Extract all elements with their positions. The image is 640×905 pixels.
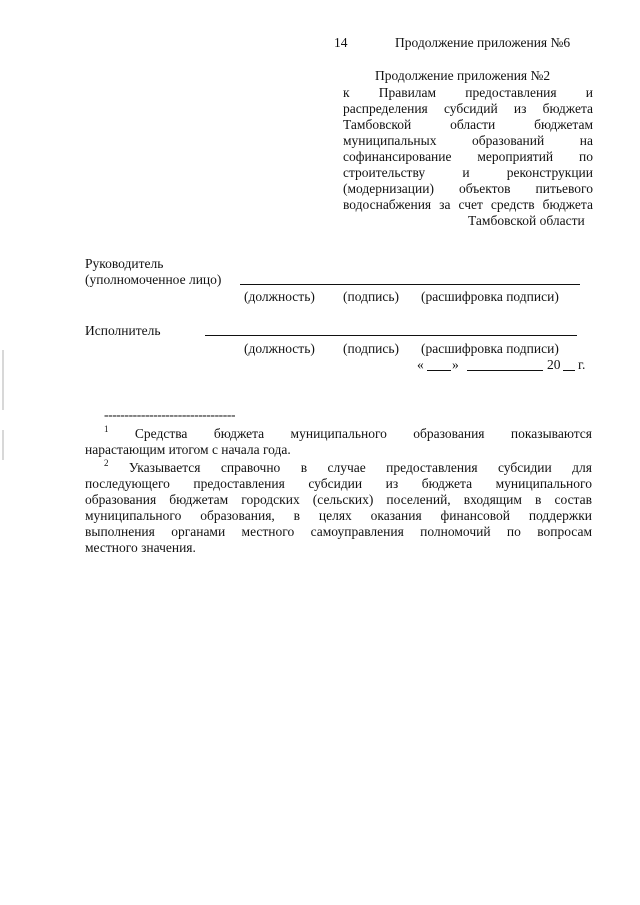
appendix-line: распределения субсидий из бюджета: [343, 101, 593, 116]
appendix-line: к Правилам предоставления и: [343, 85, 593, 100]
footnote-2-line: местного значения.: [85, 540, 196, 555]
date-month-blank: [467, 370, 543, 371]
date-year-blank: [563, 370, 575, 371]
executor-signature-caption: (подпись): [343, 341, 400, 356]
footnote-2-line: муниципального образования, в целях оказания финансовой поддержки: [85, 508, 592, 523]
executor-decoding-caption: (расшифровка подписи): [421, 341, 559, 356]
date-year-prefix: 20: [547, 357, 561, 372]
appendix-line: муниципальных образований на: [343, 133, 593, 148]
footnote-separator: --------------------------------: [104, 407, 236, 422]
executor-signature-line: [205, 335, 577, 336]
appendix-line: строительству и реконструкции: [343, 165, 593, 180]
head-sublabel: (уполномоченное лицо): [85, 272, 222, 287]
date-day-blank: [427, 370, 451, 371]
scan-edge-mark: [2, 430, 4, 460]
footnote-2-line: образования бюджетам городских (сельских) поселений, входящим в состав: [85, 492, 592, 507]
date-year-suffix: г.: [578, 357, 586, 372]
footnote-1-line: [104, 423, 593, 442]
footnote-1-marker: 1: [104, 423, 109, 434]
appendix-title: Продолжение приложения №2: [375, 68, 551, 83]
footnote-1-line: нарастающим итогом с начала года.: [85, 442, 291, 457]
head-signature-caption: (подпись): [343, 289, 400, 304]
date-quote-close: »: [452, 357, 459, 372]
footnote-2-marker: 2: [104, 457, 109, 468]
appendix-line: (модернизации) объектов питьевого: [343, 181, 593, 196]
head-decoding-caption: (расшифровка подписи): [421, 289, 559, 304]
page-number: 14: [334, 35, 348, 50]
footnote-2-line: последующего предоставления субсидии из бюджета муниципального: [85, 476, 592, 491]
header-continuation: Продолжение приложения №6: [395, 35, 571, 50]
executor-position-caption: (должность): [244, 341, 315, 356]
appendix-line: Тамбовской области бюджетам: [343, 117, 593, 132]
head-signature-line: [240, 284, 580, 285]
date-quote-open: «: [417, 357, 424, 372]
footnote-2-text: Указывается справочно в случае предоставления субсидии для: [128, 460, 592, 475]
executor-label: Исполнитель: [85, 323, 161, 338]
head-label: Руководитель: [85, 256, 164, 271]
scan-edge-mark: [2, 350, 4, 410]
footnote-2-line: [104, 457, 592, 476]
appendix-line: водоснабжения за счет средств бюджета: [343, 197, 593, 212]
footnote-2-line: выполнения органами местного самоуправления полномочий по вопросам: [85, 524, 592, 539]
head-position-caption: (должность): [244, 289, 315, 304]
appendix-line: Тамбовской области: [468, 213, 585, 228]
footnote-1-text: Средства бюджета муниципального образования показываются: [134, 426, 593, 441]
appendix-line: софинансирование мероприятий по: [343, 149, 593, 164]
